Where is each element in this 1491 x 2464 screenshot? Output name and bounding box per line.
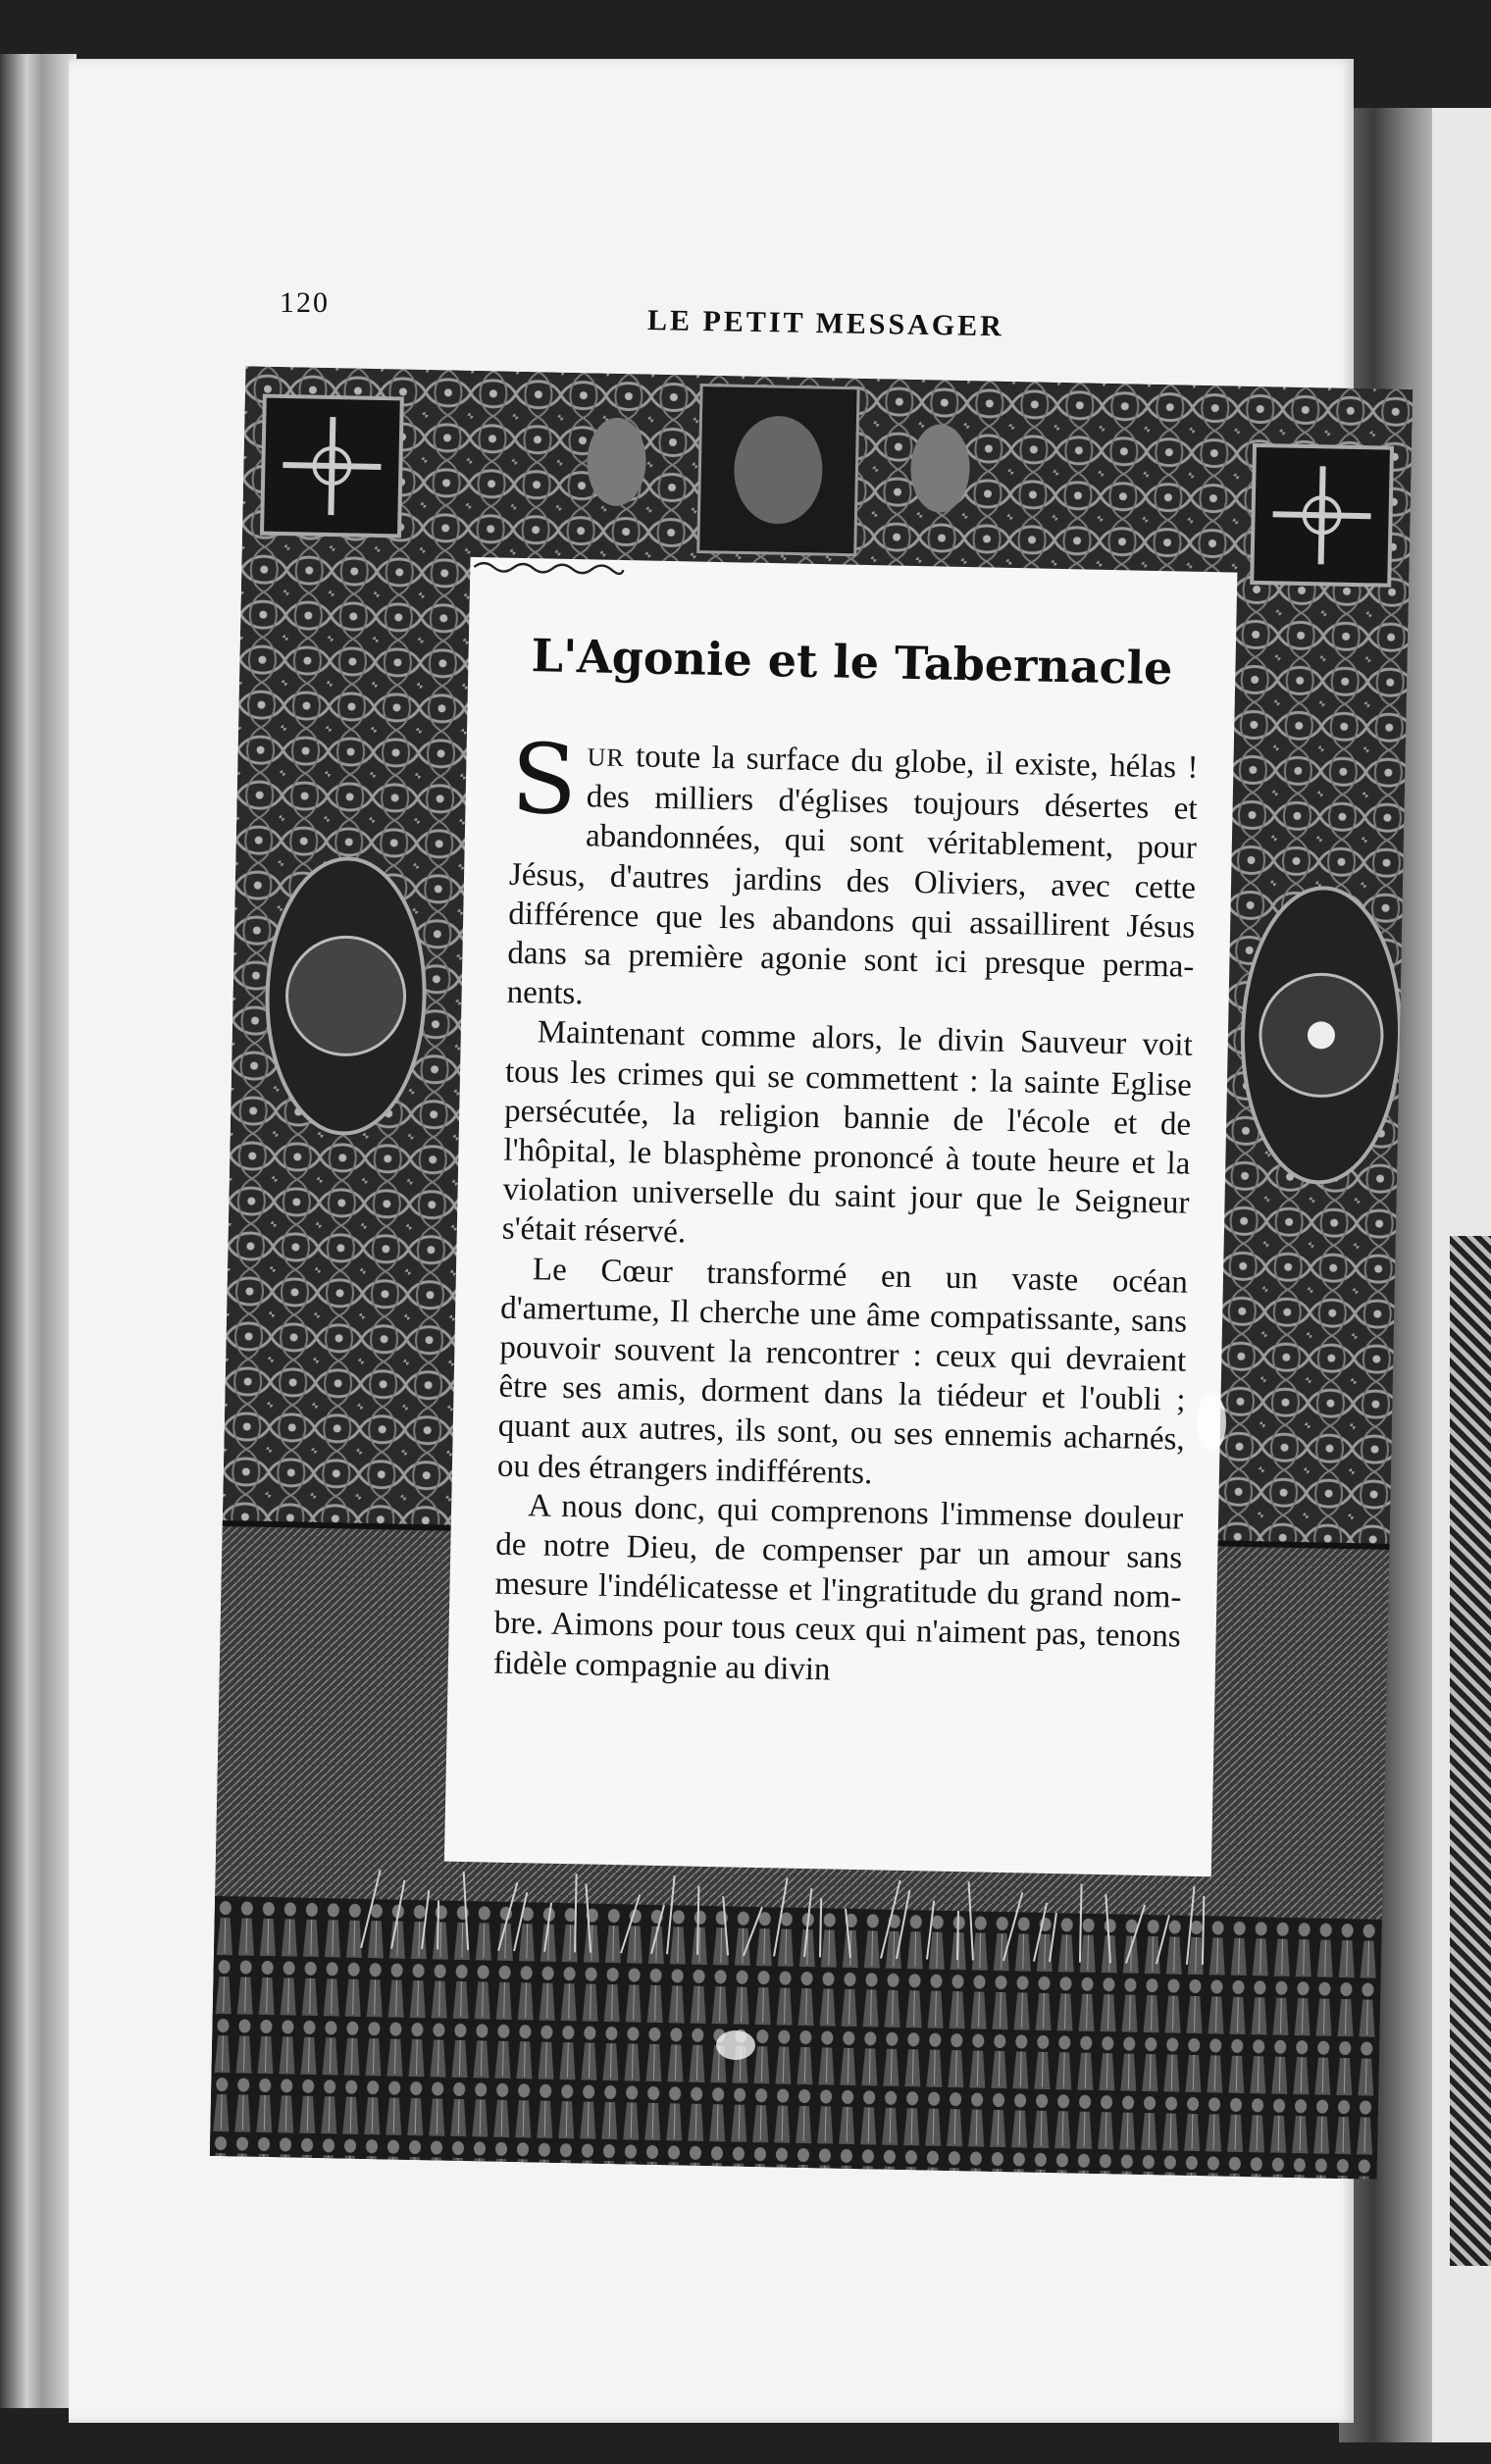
spear-mark bbox=[820, 1898, 821, 1957]
article-title: L'Agonie et le Tabernacle bbox=[531, 629, 1173, 695]
spear-mark bbox=[1203, 1896, 1204, 1965]
title-flourish bbox=[470, 557, 627, 580]
spear-mark bbox=[697, 1886, 698, 1955]
spear-mark bbox=[437, 1901, 438, 1950]
paragraph-1 bbox=[506, 723, 1199, 1026]
book-page-edges bbox=[0, 54, 77, 2408]
drop-cap: S bbox=[509, 723, 579, 838]
article-body bbox=[492, 723, 1199, 1697]
ornamental-frame bbox=[210, 366, 1413, 2180]
text-panel bbox=[444, 557, 1238, 1876]
scan-artifact bbox=[1197, 1393, 1226, 1452]
spear-mark bbox=[957, 1911, 958, 1960]
facing-page-ornament bbox=[1450, 1236, 1491, 2266]
facing-page-edge bbox=[1432, 108, 1491, 2442]
book-page bbox=[69, 59, 1354, 2423]
paragraph-4: A nous donc, qui comprenons l'immense douleur de notre Dieu, de compenser par un amour sans mesure l'indélicatesse et l'ingratitude du grand nombre. Aimons pour tous ceux qui n'aiment pas, tenons fidèle compagnie au divin bbox=[492, 1488, 1184, 1688]
paragraph-1-text: toute la surface du globe, il existe, hélas ! des milliers d'églises toujours désertes et abandonnées, qui sont véritablement, pour Jésus, d'autres jardins des Oliviers, avec cette différence que les abandons qui assaillirent Jésus dans sa première agonie sont ici presque permanents. bbox=[506, 739, 1199, 1012]
lead-small-caps: UR bbox=[587, 743, 626, 773]
page-number: 120 bbox=[280, 286, 330, 319]
paragraph-3: Le Cœur transformé en un vaste océan d'amertume, Il cherche une âme compatissante, sans pouvoir souvent la rencontrer : ceux qui devraient être ses amis, dorment dans la tiédeur et l'oubli ; quant aux autres, ils sont, ou ses ennemis acharnés, ou des étrangers indifférents. bbox=[496, 1251, 1189, 1491]
scan-artifact bbox=[716, 2030, 755, 2060]
running-header: LE PETIT MESSAGER bbox=[646, 304, 1005, 343]
paragraph-2: Maintenant comme alors, le divin Sauveur voit tous les crimes qui se commettent : la sainte Eglise persécutée, la religion bannie de l'école et de l'hôpital, le blasphème prononcé à toute heure et la violation universelle du saint jour que le Seigneur s'était réservé. bbox=[501, 1014, 1194, 1251]
